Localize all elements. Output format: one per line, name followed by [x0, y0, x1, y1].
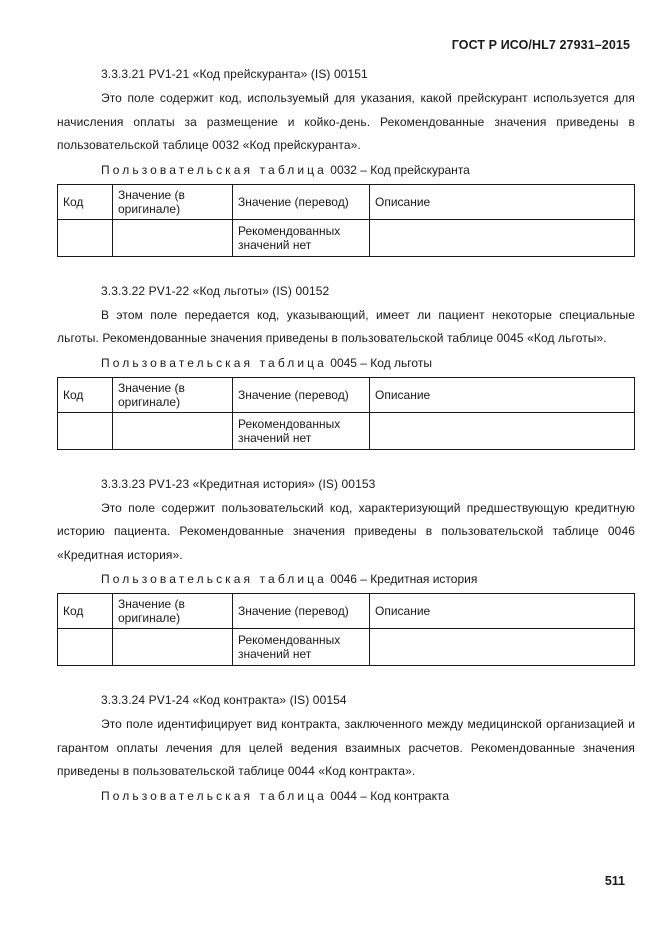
col-header-translation: Значение (перевод) [233, 184, 370, 219]
cell-translation: Рекомендованных значений нет [233, 629, 370, 666]
document-header: ГОСТ Р ИСО/HL7 27931–2015 [451, 38, 630, 52]
cell-code [58, 219, 113, 256]
section-heading: 3.3.3.23 PV1-23 «Кредитная история» (IS) 00153 [101, 476, 376, 491]
cell-code [58, 412, 113, 449]
table-header-row [58, 594, 635, 629]
col-header-code: Код [58, 377, 113, 412]
cell-original [113, 412, 233, 449]
section-heading: 3.3.3.21 PV1-21 «Код прейскуранта» (IS) 00151 [101, 67, 368, 81]
cell-description [370, 629, 635, 666]
col-header-description: Описание [370, 594, 635, 629]
section-pv1-24 [57, 692, 635, 804]
col-header-description: Описание [370, 184, 635, 219]
section-body: В этом поле передается код, указывающий, имеет ли пациент некоторые специальные льготы. Рекомендованные значения приведены в пользовательской таблице 0045 «Код льготы». [57, 307, 635, 345]
table-caption: Пользовательская таблица 0044 – Код контракта [101, 788, 449, 803]
cell-translation: Рекомендованных значений нет [233, 412, 370, 449]
section-body: Это поле содержит код, используемый для указания, какой прейскурант используется для начисления оплаты за размещение и койко-день. Рекомендованные значения приведены в пользовательской таблице 0032 «Код прейскуранта». [57, 91, 635, 152]
col-header-code: Код [58, 184, 113, 219]
page-content [57, 66, 635, 810]
table-caption: Пользовательская таблица 0045 – Код льготы [101, 355, 432, 370]
col-header-description: Описание [370, 377, 635, 412]
section-heading: 3.3.3.24 PV1-24 «Код контракта» (IS) 00154 [101, 693, 347, 707]
col-header-code: Код [58, 594, 113, 629]
section-body: Это поле содержит пользовательский код, характеризующий предшествующую кредитную историю пациента. Рекомендованные значения приведены в пользовательской таблице 0046 «Кредитная история». [57, 500, 635, 562]
user-table-0045 [57, 377, 635, 450]
user-table-0046 [57, 593, 635, 666]
cell-original [113, 219, 233, 256]
table-header-row [58, 184, 635, 219]
cell-description [370, 219, 635, 256]
cell-description [370, 412, 635, 449]
page-number: 511 [604, 874, 625, 888]
cell-translation: Рекомендованных значений нет [233, 219, 370, 256]
section-heading: 3.3.3.22 PV1-22 «Код льготы» (IS) 00152 [101, 283, 330, 298]
section-pv1-23 [57, 476, 635, 667]
table-row [58, 412, 635, 449]
col-header-original: Значение (в оригинале) [113, 184, 233, 219]
cell-original [113, 629, 233, 666]
table-row [58, 629, 635, 666]
table-caption: Пользовательская таблица 0046 – Кредитная история [101, 572, 478, 586]
cell-code [58, 629, 113, 666]
col-header-original: Значение (в оригинале) [113, 377, 233, 412]
table-header-row [58, 377, 635, 412]
col-header-translation: Значение (перевод) [233, 377, 370, 412]
section-pv1-21 [57, 66, 635, 257]
col-header-translation: Значение (перевод) [233, 594, 370, 629]
table-row [58, 219, 635, 256]
section-pv1-22 [57, 283, 635, 450]
table-caption: Пользовательская таблица 0032 – Код прейскуранта [101, 162, 470, 177]
user-table-0032 [57, 184, 635, 257]
section-body: Это поле идентифицирует вид контракта, заключенного между медицинской организацией и гарантом оплаты лечения для целей ведения взаимных расчетов. Рекомендованные значения приведены в пользовательской таблице 0044 «Код контракта». [57, 717, 635, 778]
col-header-original: Значение (в оригинале) [113, 594, 233, 629]
